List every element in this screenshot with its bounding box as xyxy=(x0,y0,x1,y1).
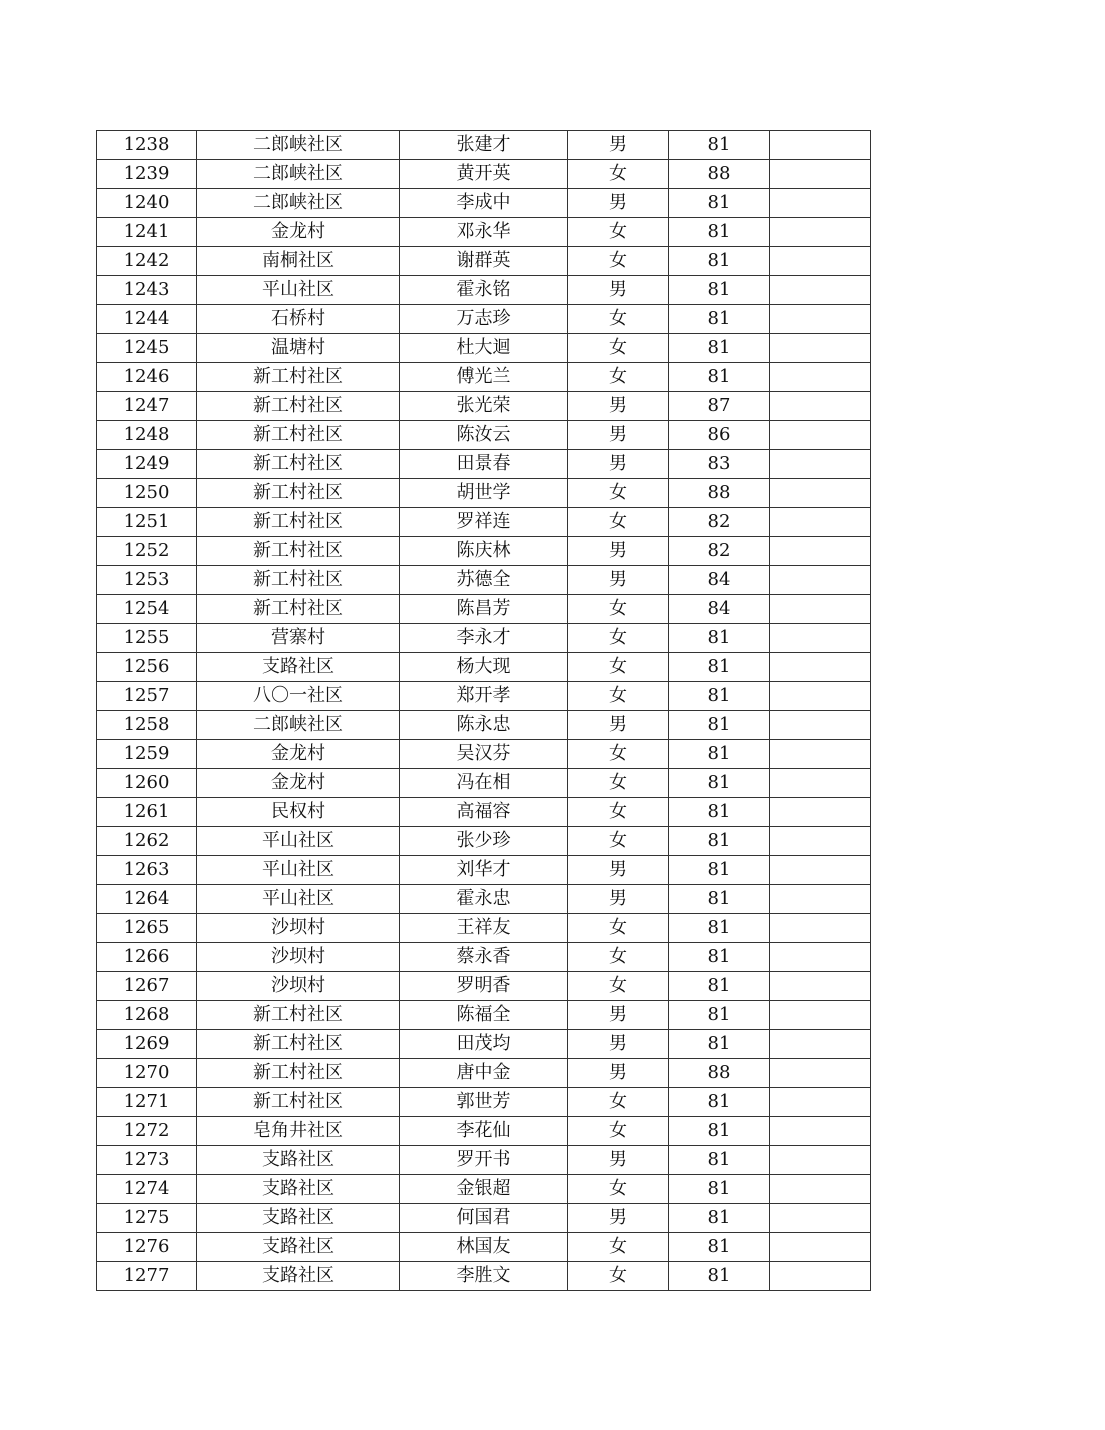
community-cell: 新工村社区 xyxy=(197,363,400,392)
community-cell: 沙坝村 xyxy=(197,972,400,1001)
community-cell: 二郎峡社区 xyxy=(197,160,400,189)
name-cell: 陈福全 xyxy=(400,1001,568,1030)
sex-cell: 女 xyxy=(568,334,669,363)
name-cell: 陈昌芳 xyxy=(400,595,568,624)
community-cell: 二郎峡社区 xyxy=(197,189,400,218)
table-row xyxy=(97,711,871,740)
age-cell: 81 xyxy=(669,1146,770,1175)
name-cell: 苏德全 xyxy=(400,566,568,595)
community-cell: 平山社区 xyxy=(197,885,400,914)
row-number-cell: 1243 xyxy=(97,276,197,305)
community-cell: 八〇一社区 xyxy=(197,682,400,711)
table-row xyxy=(97,885,871,914)
row-number-cell: 1239 xyxy=(97,160,197,189)
community-cell: 新工村社区 xyxy=(197,392,400,421)
sex-cell: 女 xyxy=(568,624,669,653)
note-cell xyxy=(770,856,871,885)
community-cell: 金龙村 xyxy=(197,740,400,769)
sex-cell: 女 xyxy=(568,305,669,334)
note-cell xyxy=(770,682,871,711)
note-cell xyxy=(770,392,871,421)
row-number-cell: 1251 xyxy=(97,508,197,537)
community-cell: 新工村社区 xyxy=(197,479,400,508)
name-cell: 吴汉芬 xyxy=(400,740,568,769)
sex-cell: 男 xyxy=(568,1030,669,1059)
note-cell xyxy=(770,189,871,218)
age-cell: 81 xyxy=(669,363,770,392)
community-cell: 平山社区 xyxy=(197,276,400,305)
age-cell: 84 xyxy=(669,566,770,595)
note-cell xyxy=(770,827,871,856)
age-cell: 81 xyxy=(669,334,770,363)
name-cell: 何国君 xyxy=(400,1204,568,1233)
note-cell xyxy=(770,508,871,537)
name-cell: 罗明香 xyxy=(400,972,568,1001)
community-cell: 新工村社区 xyxy=(197,1030,400,1059)
age-cell: 84 xyxy=(669,595,770,624)
name-cell: 罗开书 xyxy=(400,1146,568,1175)
note-cell xyxy=(770,363,871,392)
note-cell xyxy=(770,769,871,798)
sex-cell: 女 xyxy=(568,1117,669,1146)
name-cell: 田茂均 xyxy=(400,1030,568,1059)
sex-cell: 男 xyxy=(568,711,669,740)
sex-cell: 男 xyxy=(568,885,669,914)
row-number-cell: 1252 xyxy=(97,537,197,566)
name-cell: 郭世芳 xyxy=(400,1088,568,1117)
name-cell: 张少珍 xyxy=(400,827,568,856)
age-cell: 81 xyxy=(669,247,770,276)
note-cell xyxy=(770,1204,871,1233)
sex-cell: 女 xyxy=(568,943,669,972)
age-cell: 81 xyxy=(669,1175,770,1204)
table-row xyxy=(97,1146,871,1175)
sex-cell: 女 xyxy=(568,653,669,682)
table-row xyxy=(97,1059,871,1088)
row-number-cell: 1250 xyxy=(97,479,197,508)
table-row xyxy=(97,682,871,711)
sex-cell: 女 xyxy=(568,914,669,943)
community-cell: 新工村社区 xyxy=(197,508,400,537)
row-number-cell: 1244 xyxy=(97,305,197,334)
age-cell: 81 xyxy=(669,131,770,160)
sex-cell: 女 xyxy=(568,1088,669,1117)
age-cell: 81 xyxy=(669,914,770,943)
note-cell xyxy=(770,653,871,682)
sex-cell: 女 xyxy=(568,363,669,392)
community-cell: 沙坝村 xyxy=(197,943,400,972)
note-cell xyxy=(770,943,871,972)
community-cell: 平山社区 xyxy=(197,827,400,856)
row-number-cell: 1269 xyxy=(97,1030,197,1059)
note-cell xyxy=(770,711,871,740)
sex-cell: 女 xyxy=(568,247,669,276)
row-number-cell: 1257 xyxy=(97,682,197,711)
name-cell: 霍永铭 xyxy=(400,276,568,305)
sex-cell: 男 xyxy=(568,392,669,421)
sex-cell: 女 xyxy=(568,218,669,247)
sex-cell: 女 xyxy=(568,740,669,769)
note-cell xyxy=(770,624,871,653)
table-row xyxy=(97,595,871,624)
community-cell: 支路社区 xyxy=(197,653,400,682)
sex-cell: 男 xyxy=(568,537,669,566)
table-row xyxy=(97,827,871,856)
note-cell xyxy=(770,595,871,624)
age-cell: 81 xyxy=(669,1001,770,1030)
sex-cell: 女 xyxy=(568,798,669,827)
note-cell xyxy=(770,740,871,769)
name-cell: 万志珍 xyxy=(400,305,568,334)
community-cell: 二郎峡社区 xyxy=(197,131,400,160)
name-cell: 霍永忠 xyxy=(400,885,568,914)
age-cell: 81 xyxy=(669,218,770,247)
community-cell: 沙坝村 xyxy=(197,914,400,943)
row-number-cell: 1248 xyxy=(97,421,197,450)
sex-cell: 男 xyxy=(568,131,669,160)
table-row xyxy=(97,131,871,160)
row-number-cell: 1275 xyxy=(97,1204,197,1233)
name-cell: 张建才 xyxy=(400,131,568,160)
note-cell xyxy=(770,972,871,1001)
sex-cell: 女 xyxy=(568,769,669,798)
table-body xyxy=(97,131,871,1291)
table-row xyxy=(97,247,871,276)
note-cell xyxy=(770,566,871,595)
sex-cell: 男 xyxy=(568,1001,669,1030)
table-row xyxy=(97,537,871,566)
row-number-cell: 1238 xyxy=(97,131,197,160)
note-cell xyxy=(770,450,871,479)
table-row xyxy=(97,1233,871,1262)
note-cell xyxy=(770,537,871,566)
row-number-cell: 1265 xyxy=(97,914,197,943)
name-cell: 唐中金 xyxy=(400,1059,568,1088)
age-cell: 81 xyxy=(669,1262,770,1291)
row-number-cell: 1247 xyxy=(97,392,197,421)
row-number-cell: 1272 xyxy=(97,1117,197,1146)
row-number-cell: 1262 xyxy=(97,827,197,856)
table-row xyxy=(97,450,871,479)
note-cell xyxy=(770,1117,871,1146)
row-number-cell: 1271 xyxy=(97,1088,197,1117)
age-cell: 83 xyxy=(669,450,770,479)
note-cell xyxy=(770,885,871,914)
note-cell xyxy=(770,1030,871,1059)
age-cell: 87 xyxy=(669,392,770,421)
table-row xyxy=(97,769,871,798)
row-number-cell: 1264 xyxy=(97,885,197,914)
name-cell: 陈汝云 xyxy=(400,421,568,450)
community-cell: 金龙村 xyxy=(197,218,400,247)
community-cell: 新工村社区 xyxy=(197,566,400,595)
age-cell: 81 xyxy=(669,1204,770,1233)
sex-cell: 男 xyxy=(568,1146,669,1175)
table-row xyxy=(97,421,871,450)
age-cell: 88 xyxy=(669,1059,770,1088)
table-row xyxy=(97,160,871,189)
age-cell: 81 xyxy=(669,276,770,305)
name-cell: 杜大迴 xyxy=(400,334,568,363)
table-row xyxy=(97,218,871,247)
row-number-cell: 1263 xyxy=(97,856,197,885)
age-cell: 81 xyxy=(669,885,770,914)
age-cell: 81 xyxy=(669,682,770,711)
age-cell: 81 xyxy=(669,943,770,972)
sex-cell: 女 xyxy=(568,508,669,537)
sex-cell: 女 xyxy=(568,160,669,189)
age-cell: 81 xyxy=(669,1117,770,1146)
name-cell: 王祥友 xyxy=(400,914,568,943)
sex-cell: 女 xyxy=(568,1175,669,1204)
row-number-cell: 1276 xyxy=(97,1233,197,1262)
community-cell: 新工村社区 xyxy=(197,1059,400,1088)
age-cell: 81 xyxy=(669,769,770,798)
age-cell: 82 xyxy=(669,537,770,566)
row-number-cell: 1240 xyxy=(97,189,197,218)
note-cell xyxy=(770,1262,871,1291)
age-cell: 81 xyxy=(669,653,770,682)
table-row xyxy=(97,1262,871,1291)
community-cell: 金龙村 xyxy=(197,769,400,798)
note-cell xyxy=(770,1059,871,1088)
table-row xyxy=(97,624,871,653)
age-cell: 88 xyxy=(669,479,770,508)
row-number-cell: 1277 xyxy=(97,1262,197,1291)
note-cell xyxy=(770,305,871,334)
name-cell: 刘华才 xyxy=(400,856,568,885)
row-number-cell: 1255 xyxy=(97,624,197,653)
age-cell: 81 xyxy=(669,798,770,827)
row-number-cell: 1274 xyxy=(97,1175,197,1204)
community-cell: 平山社区 xyxy=(197,856,400,885)
name-cell: 冯在相 xyxy=(400,769,568,798)
note-cell xyxy=(770,1146,871,1175)
sex-cell: 女 xyxy=(568,972,669,1001)
row-number-cell: 1249 xyxy=(97,450,197,479)
community-cell: 新工村社区 xyxy=(197,595,400,624)
sex-cell: 女 xyxy=(568,479,669,508)
table-row xyxy=(97,1175,871,1204)
note-cell xyxy=(770,334,871,363)
note-cell xyxy=(770,247,871,276)
table-row xyxy=(97,1001,871,1030)
community-cell: 新工村社区 xyxy=(197,537,400,566)
row-number-cell: 1256 xyxy=(97,653,197,682)
note-cell xyxy=(770,914,871,943)
elderly-roster-table xyxy=(96,130,871,1291)
community-cell: 支路社区 xyxy=(197,1204,400,1233)
sex-cell: 男 xyxy=(568,566,669,595)
row-number-cell: 1260 xyxy=(97,769,197,798)
community-cell: 新工村社区 xyxy=(197,1088,400,1117)
community-cell: 石桥村 xyxy=(197,305,400,334)
age-cell: 88 xyxy=(669,160,770,189)
note-cell xyxy=(770,479,871,508)
age-cell: 81 xyxy=(669,624,770,653)
note-cell xyxy=(770,276,871,305)
sex-cell: 男 xyxy=(568,450,669,479)
sex-cell: 男 xyxy=(568,276,669,305)
name-cell: 李永才 xyxy=(400,624,568,653)
row-number-cell: 1273 xyxy=(97,1146,197,1175)
table-row xyxy=(97,392,871,421)
row-number-cell: 1261 xyxy=(97,798,197,827)
sex-cell: 女 xyxy=(568,682,669,711)
community-cell: 二郎峡社区 xyxy=(197,711,400,740)
row-number-cell: 1268 xyxy=(97,1001,197,1030)
note-cell xyxy=(770,1088,871,1117)
name-cell: 李花仙 xyxy=(400,1117,568,1146)
row-number-cell: 1254 xyxy=(97,595,197,624)
row-number-cell: 1258 xyxy=(97,711,197,740)
note-cell xyxy=(770,218,871,247)
name-cell: 谢群英 xyxy=(400,247,568,276)
name-cell: 傅光兰 xyxy=(400,363,568,392)
table-row xyxy=(97,189,871,218)
table-row xyxy=(97,1117,871,1146)
name-cell: 金银超 xyxy=(400,1175,568,1204)
name-cell: 陈永忠 xyxy=(400,711,568,740)
table-row xyxy=(97,798,871,827)
name-cell: 高福容 xyxy=(400,798,568,827)
community-cell: 温塘村 xyxy=(197,334,400,363)
table-row xyxy=(97,856,871,885)
table-row xyxy=(97,740,871,769)
age-cell: 81 xyxy=(669,827,770,856)
name-cell: 林国友 xyxy=(400,1233,568,1262)
age-cell: 81 xyxy=(669,1233,770,1262)
sex-cell: 男 xyxy=(568,1059,669,1088)
name-cell: 张光荣 xyxy=(400,392,568,421)
sex-cell: 男 xyxy=(568,189,669,218)
age-cell: 81 xyxy=(669,305,770,334)
row-number-cell: 1267 xyxy=(97,972,197,1001)
name-cell: 杨大现 xyxy=(400,653,568,682)
age-cell: 81 xyxy=(669,711,770,740)
sex-cell: 男 xyxy=(568,856,669,885)
age-cell: 81 xyxy=(669,1088,770,1117)
table-row xyxy=(97,943,871,972)
note-cell xyxy=(770,798,871,827)
table-row xyxy=(97,363,871,392)
table-row xyxy=(97,276,871,305)
name-cell: 邓永华 xyxy=(400,218,568,247)
name-cell: 罗祥连 xyxy=(400,508,568,537)
sex-cell: 女 xyxy=(568,1233,669,1262)
name-cell: 胡世学 xyxy=(400,479,568,508)
table-row xyxy=(97,914,871,943)
community-cell: 新工村社区 xyxy=(197,1001,400,1030)
note-cell xyxy=(770,1175,871,1204)
community-cell: 新工村社区 xyxy=(197,450,400,479)
community-cell: 支路社区 xyxy=(197,1262,400,1291)
row-number-cell: 1245 xyxy=(97,334,197,363)
name-cell: 陈庆林 xyxy=(400,537,568,566)
community-cell: 南桐社区 xyxy=(197,247,400,276)
sex-cell: 女 xyxy=(568,1262,669,1291)
row-number-cell: 1259 xyxy=(97,740,197,769)
table-row xyxy=(97,334,871,363)
age-cell: 86 xyxy=(669,421,770,450)
table-row xyxy=(97,1204,871,1233)
note-cell xyxy=(770,1001,871,1030)
row-number-cell: 1266 xyxy=(97,943,197,972)
sex-cell: 女 xyxy=(568,595,669,624)
community-cell: 支路社区 xyxy=(197,1175,400,1204)
note-cell xyxy=(770,1233,871,1262)
table-row xyxy=(97,972,871,1001)
sex-cell: 男 xyxy=(568,421,669,450)
name-cell: 黄开英 xyxy=(400,160,568,189)
age-cell: 81 xyxy=(669,972,770,1001)
table-row xyxy=(97,508,871,537)
age-cell: 82 xyxy=(669,508,770,537)
row-number-cell: 1242 xyxy=(97,247,197,276)
note-cell xyxy=(770,421,871,450)
table-row xyxy=(97,1030,871,1059)
community-cell: 新工村社区 xyxy=(197,421,400,450)
table-row xyxy=(97,479,871,508)
community-cell: 支路社区 xyxy=(197,1146,400,1175)
sex-cell: 女 xyxy=(568,827,669,856)
sex-cell: 男 xyxy=(568,1204,669,1233)
age-cell: 81 xyxy=(669,189,770,218)
name-cell: 李成中 xyxy=(400,189,568,218)
table-row xyxy=(97,653,871,682)
age-cell: 81 xyxy=(669,740,770,769)
community-cell: 支路社区 xyxy=(197,1233,400,1262)
note-cell xyxy=(770,160,871,189)
name-cell: 郑开孝 xyxy=(400,682,568,711)
community-cell: 民权村 xyxy=(197,798,400,827)
community-cell: 营寨村 xyxy=(197,624,400,653)
row-number-cell: 1253 xyxy=(97,566,197,595)
row-number-cell: 1241 xyxy=(97,218,197,247)
table-row xyxy=(97,566,871,595)
note-cell xyxy=(770,131,871,160)
table-row xyxy=(97,1088,871,1117)
name-cell: 蔡永香 xyxy=(400,943,568,972)
row-number-cell: 1246 xyxy=(97,363,197,392)
age-cell: 81 xyxy=(669,1030,770,1059)
name-cell: 田景春 xyxy=(400,450,568,479)
table-row xyxy=(97,305,871,334)
community-cell: 皂角井社区 xyxy=(197,1117,400,1146)
row-number-cell: 1270 xyxy=(97,1059,197,1088)
name-cell: 李胜文 xyxy=(400,1262,568,1291)
age-cell: 81 xyxy=(669,856,770,885)
